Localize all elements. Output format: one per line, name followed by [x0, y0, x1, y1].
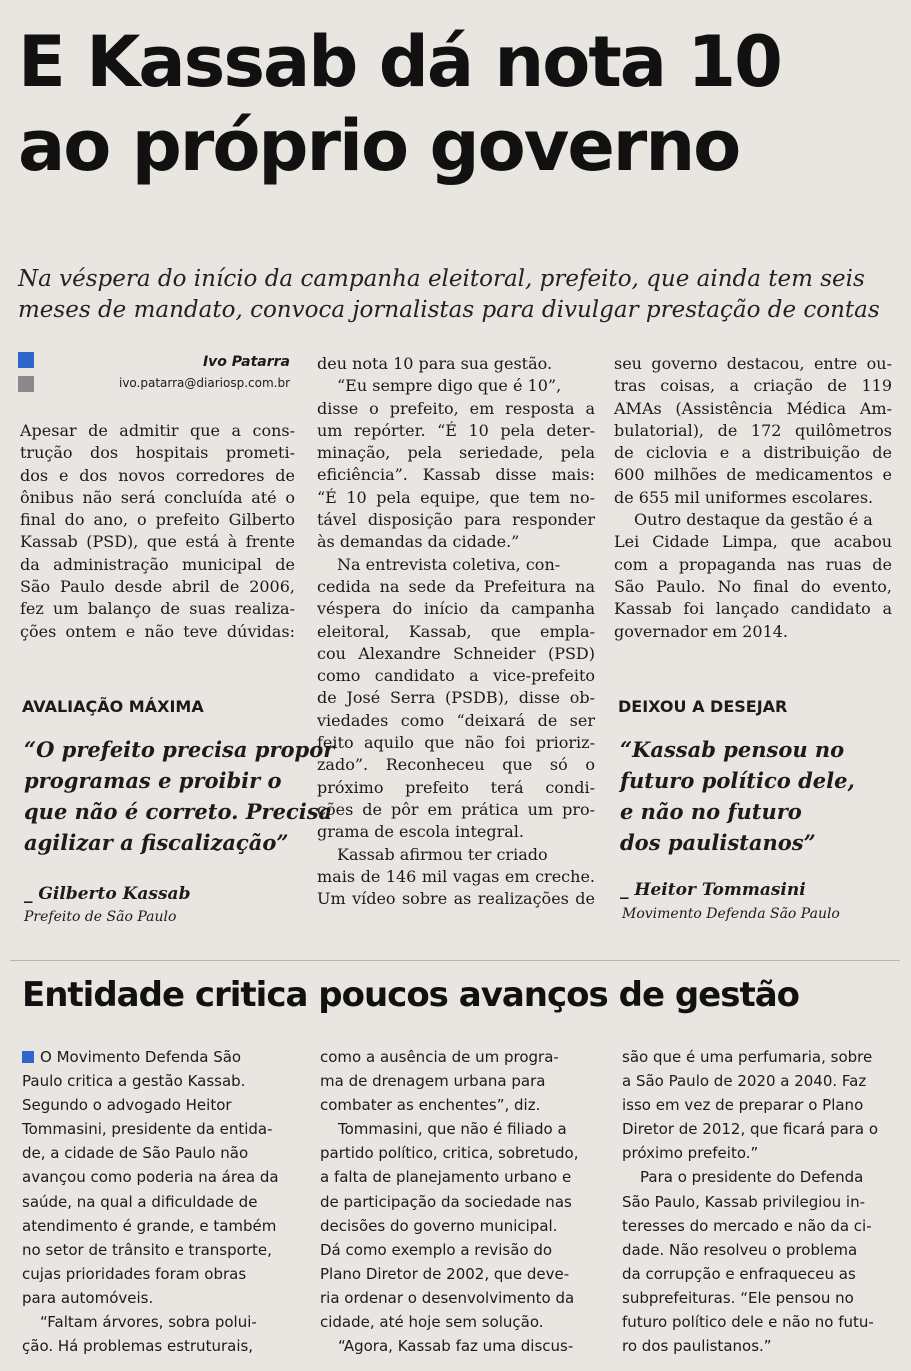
- deck-line: Na véspera do início da campanha eleitoral, prefeito, que ainda tem seis: [18, 266, 865, 292]
- quote-line: futuro político dele,: [620, 768, 855, 793]
- text-line: Segundo o advogado Heitor: [22, 1096, 232, 1115]
- pull-quote: [24, 734, 335, 858]
- text-line: atendimento é grande, e também: [22, 1216, 277, 1235]
- quote-line: “O prefeito precisa propor: [24, 737, 335, 762]
- headline: [18, 20, 898, 188]
- section-divider: [10, 960, 900, 961]
- text-line: eleitoral, Kassab, que empla-: [317, 621, 595, 641]
- text-line: dos e dos novos corredores de: [20, 465, 295, 485]
- text-line: cou Alexandre Schneider (PSD): [317, 643, 595, 663]
- text-line: tável disposição para responder: [317, 510, 595, 530]
- text-line: Kassab afirmou ter criado: [337, 844, 548, 864]
- quote-line: dos paulistanos”: [620, 830, 816, 855]
- article2-headline: Entidade critica poucos avanços de gestão: [22, 975, 800, 1015]
- byline-gray-square-icon: [18, 376, 34, 392]
- text-line: São Paulo, Kassab privilegiou in-: [622, 1192, 866, 1211]
- text-line: dade. Não resolveu o problema: [622, 1240, 858, 1259]
- text-line: final do ano, o prefeito Gilberto: [20, 510, 295, 530]
- article1-column-2: [317, 353, 595, 910]
- text-line: subprefeituras. “Ele pensou no: [622, 1288, 854, 1307]
- text-line: para automóveis.: [22, 1288, 154, 1307]
- text-line: ma de drenagem urbana para: [320, 1072, 546, 1091]
- text-line: governador em 2014.: [614, 621, 789, 641]
- text-line: Dá como exemplo a revisão do: [320, 1240, 553, 1259]
- text-line: zado”. Reconheceu que só o: [317, 755, 595, 775]
- text-line: futuro político dele e não no futu-: [622, 1313, 874, 1332]
- quote-box-label: AVALIAÇÃO MÁXIMA: [22, 697, 204, 716]
- text-line: são que é uma perfumaria, sobre: [622, 1048, 873, 1066]
- text-line: ções de pôr em prática um pro-: [317, 799, 595, 819]
- text-line: “Faltam árvores, sobra polui-: [40, 1313, 257, 1332]
- quote-author: _ Gilberto Kassab: [24, 884, 191, 904]
- text-line: Lei Cidade Limpa, que acabou: [614, 532, 892, 552]
- text-line: AMAs (Assistência Médica Am-: [614, 398, 892, 418]
- quote-author-role: Movimento Defenda São Paulo: [622, 906, 840, 922]
- deck: [18, 264, 898, 326]
- article1-column-1: [20, 420, 295, 643]
- text-line: grama de escola integral.: [317, 822, 524, 842]
- headline-line: E Kassab dá nota 10: [18, 21, 781, 103]
- text-line: Para o presidente do Defenda: [640, 1168, 864, 1187]
- text-line: combater as enchentes”, diz.: [320, 1096, 541, 1115]
- text-line: cedida na sede da Prefeitura na: [317, 576, 595, 596]
- text-line: fez um balanço de suas realiza-: [20, 599, 295, 619]
- text-line: cidade, até hoje sem solução.: [320, 1313, 544, 1332]
- pull-quote: [620, 734, 890, 858]
- article2-column-2: [320, 1045, 600, 1358]
- text-line: ção. Há problemas estruturais,: [22, 1337, 254, 1356]
- quote-line: agilizar a fiscalização”: [24, 830, 289, 855]
- article1-column-3: [614, 353, 892, 643]
- text-line: Outro destaque da gestão é a: [634, 510, 873, 530]
- text-line: mais de 146 mil vagas em creche.: [317, 866, 595, 886]
- text-line: próximo prefeito terá condi-: [317, 777, 595, 797]
- text-line: próximo prefeito.”: [622, 1144, 759, 1163]
- text-line: Apesar de admitir que a cons-: [20, 421, 295, 440]
- quote-line: “Kassab pensou no: [620, 737, 845, 762]
- quote-line: programas e proibir o: [24, 768, 282, 793]
- paragraph-marker-icon: [22, 1051, 34, 1063]
- byline-blue-square-icon: [18, 352, 34, 368]
- text-line: da corrupção e enfraqueceu as: [622, 1264, 856, 1283]
- quote-line: que não é correto. Precisa: [24, 799, 333, 824]
- deck-line: meses de mandato, convoca jornalistas para divulgar prestação de contas: [18, 297, 880, 323]
- headline-line: ao próprio governo: [18, 105, 740, 187]
- text-line: cujas prioridades foram obras: [22, 1264, 247, 1283]
- text-line: Diretor de 2012, que ficará para o: [622, 1120, 879, 1139]
- text-line: bulatorial), de 172 quilômetros: [614, 420, 892, 440]
- text-line: tras coisas, a criação de 119: [614, 376, 892, 396]
- text-line: minação, pela seriedade, pela: [317, 443, 595, 463]
- text-line: seu governo destacou, entre ou-: [614, 354, 892, 373]
- text-line: “É 10 pela equipe, que tem no-: [317, 487, 595, 507]
- text-line: às demandas da cidade.”: [317, 532, 520, 552]
- text-line: “Agora, Kassab faz uma discus-: [338, 1337, 574, 1356]
- text-line: com a propaganda nas ruas de: [614, 554, 892, 574]
- text-line: Plano Diretor de 2002, que deve-: [320, 1264, 570, 1283]
- text-line: ções ontem e não teve dúvidas:: [20, 621, 295, 641]
- text-line: isso em vez de preparar o Plano: [622, 1096, 864, 1115]
- text-line: de José Serra (PSDB), disse ob-: [317, 688, 595, 708]
- text-line: de 655 mil uniformes escolares.: [614, 487, 874, 507]
- article2-column-1: [22, 1045, 300, 1358]
- text-line: Tommasini, presidente da entida-: [22, 1120, 273, 1139]
- text-line: a falta de planejamento urbano e: [320, 1168, 572, 1187]
- byline-email: ivo.patarra@diariosp.com.br: [118, 376, 290, 390]
- text-line: Kassab (PSD), que está à frente: [20, 532, 295, 552]
- text-line: saúde, na qual a dificuldade de: [22, 1192, 258, 1211]
- text-line: eficiência”. Kassab disse mais:: [317, 465, 595, 485]
- text-line: de ciclovia e a distribuição de: [614, 443, 892, 463]
- text-line: trução dos hospitais prometi-: [20, 443, 295, 463]
- text-line: Paulo critica a gestão Kassab.: [22, 1072, 246, 1091]
- text-line: partido político, critica, sobretudo,: [320, 1144, 579, 1163]
- text-line: 600 milhões de medicamentos e: [614, 465, 892, 485]
- text-line: como candidato a vice-prefeito: [317, 666, 595, 686]
- text-line: São Paulo. No final do evento,: [614, 576, 892, 596]
- quote-author-role: Prefeito de São Paulo: [24, 909, 177, 925]
- text-line: de participação da sociedade nas: [320, 1192, 572, 1211]
- text-line: disse o prefeito, em resposta a: [317, 398, 595, 418]
- quote-author: _ Heitor Tommasini: [620, 880, 806, 900]
- text-line: Tommasini, que não é filiado a: [338, 1120, 567, 1139]
- text-line: São Paulo desde abril de 2006,: [20, 577, 295, 597]
- text-line: viedades como “deixará de ser: [317, 710, 595, 730]
- text-line: de, a cidade de São Paulo não: [22, 1144, 249, 1163]
- text-line: ria ordenar o desenvolvimento da: [320, 1288, 575, 1307]
- text-line: um repórter. “É 10 pela deter-: [317, 420, 595, 440]
- text-line: Na entrevista coletiva, con-: [337, 554, 561, 574]
- article2-column-3: [622, 1045, 904, 1358]
- text-line: Um vídeo sobre as realizações de: [317, 889, 595, 909]
- text-line: feito aquilo que não foi prioriz-: [317, 733, 595, 753]
- text-line: O Movimento Defenda São: [40, 1048, 242, 1066]
- text-line: decisões do governo municipal.: [320, 1216, 558, 1235]
- text-line: véspera do início da campanha: [317, 599, 595, 619]
- text-line: ônibus não será concluída até o: [20, 487, 295, 507]
- text-line: “Eu sempre digo que é 10”,: [337, 376, 562, 396]
- text-line: Kassab foi lançado candidato a: [614, 599, 892, 619]
- byline-author: Ivo Patarra: [202, 354, 290, 370]
- text-line: no setor de trânsito e transporte,: [22, 1240, 272, 1259]
- text-line: da administração municipal de: [20, 554, 295, 574]
- text-line: deu nota 10 para sua gestão.: [317, 354, 553, 373]
- text-line: ro dos paulistanos.”: [622, 1337, 772, 1356]
- quote-line: e não no futuro: [620, 799, 802, 824]
- text-line: a São Paulo de 2020 a 2040. Faz: [622, 1072, 867, 1091]
- quote-box-label: DEIXOU A DESEJAR: [618, 697, 788, 716]
- text-line: teresses do mercado e não da ci-: [622, 1216, 872, 1235]
- text-line: como a ausência de um progra-: [320, 1048, 559, 1066]
- text-line: avançou como poderia na área da: [22, 1168, 279, 1187]
